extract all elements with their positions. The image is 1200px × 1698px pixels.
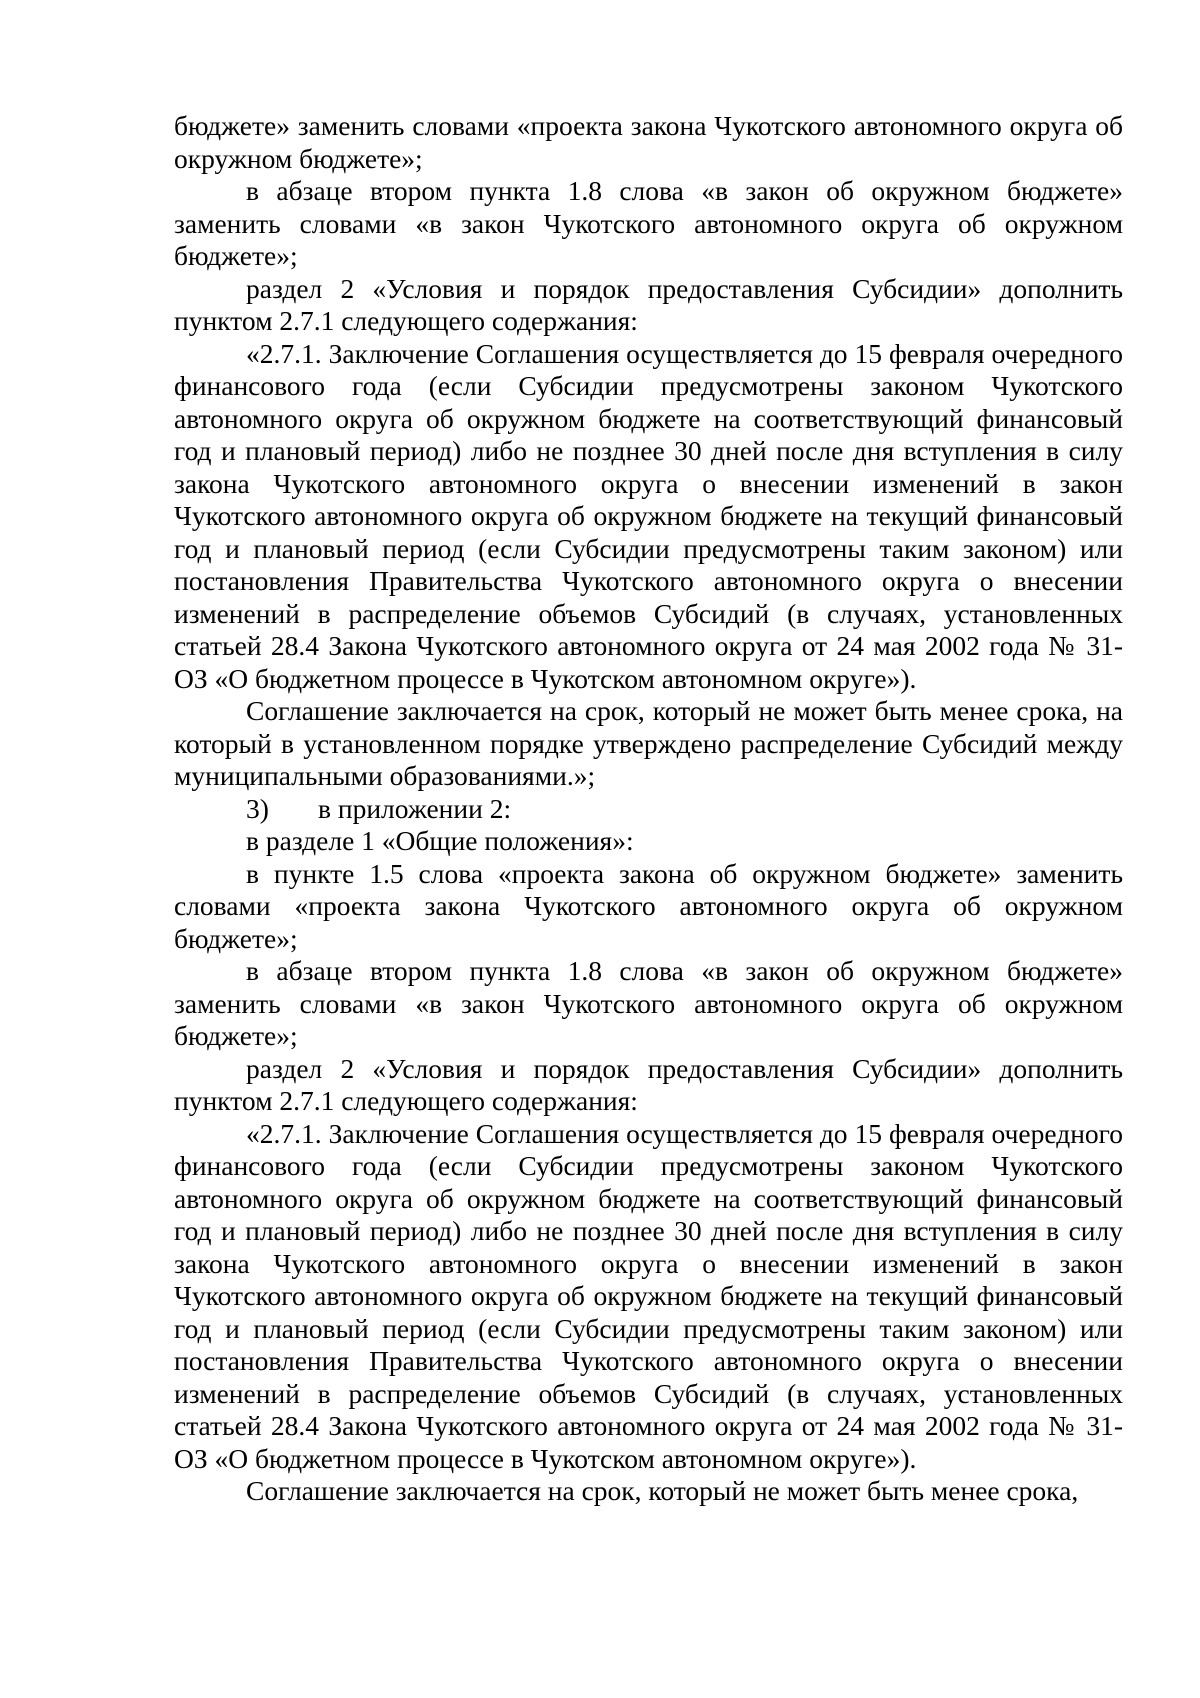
paragraph-section-2: раздел 2 «Условия и порядок предоставления Субсидии» дополнить пунктом 2.7.1 следующего содержания: (174, 272, 1123, 336)
paragraph-item-1-8: в абзаце втором пункта 1.8 слова «в закон об окружном бюджете» заменить словами «в закон Чукотского автономного округа об окружном бюджете»; (174, 175, 1123, 271)
document-page (174, 110, 1123, 1508)
paragraph-item-1-8-second: в абзаце втором пункта 1.8 слова «в закон об окружном бюджете» заменить словами «в закон Чукотского автономного округа об окружном бюджете»; (174, 955, 1123, 1051)
paragraph-agreement-term-second: Соглашение заключается на срок, который не может быть менее срока, (246, 1475, 1079, 1506)
paragraph-section-1: в разделе 1 «Общие положения»: (246, 825, 634, 856)
list-item-text: в приложении 2: (318, 792, 512, 824)
paragraph-continuation: бюджете» заменить словами «проекта закона Чукотского автономного округа об окружном бюджете»; (174, 110, 1123, 174)
list-marker: 3) (246, 792, 269, 824)
paragraph-clause-2-7-1-second: «2.7.1. Заключение Соглашения осуществляется до 15 февраля очередного финансового года (если Субсидии предусмотрены законом Чукотского автономного округа об окружном бюджете на соответствующий финансовый год и плановый период) либо не позднее 30 дней после дня вступления в силу закона Чукотского автономного округа о внесении изменений в закон Чукотского автономного округа об окружном бюджете на текущий финансовый год и плановый период (если Субсидии предусмотрены таким законом) или постановления Правительства Чукотского автономного округа о внесении изменений в распределение объемов Субсидий (в случаях, установленных статьей 28.4 Закона Чукотского автономного округа от 24 мая 2002 года № 31-ОЗ «О бюджетном процессе в Чукотском автономном округе»). (174, 1117, 1123, 1474)
paragraph-section-2-second: раздел 2 «Условия и порядок предоставления Субсидии» дополнить пунктом 2.7.1 следующего содержания: (174, 1052, 1123, 1116)
paragraph-clause-2-7-1: «2.7.1. Заключение Соглашения осуществляется до 15 февраля очередного финансового года (если Субсидии предусмотрены законом Чукотского автономного округа об окружном бюджете на соответствующий финансовый год и плановый период) либо не позднее 30 дней после дня вступления в силу закона Чукотского автономного округа о внесении изменений в закон Чукотского автономного округа об окружном бюджете на текущий финансовый год и плановый период (если Субсидии предусмотрены таким законом) или постановления Правительства Чукотского автономного округа о внесении изменений в распределение объемов Субсидий (в случаях, установленных статьей 28.4 Закона Чукотского автономного округа от 24 мая 2002 года № 31-ОЗ «О бюджетном процессе в Чукотском автономном округе»). (174, 337, 1123, 694)
paragraph-agreement-term: Соглашение заключается на срок, который не может быть менее срока, на который в установленном порядке утверждено распределение Субсидий между муниципальными образованиями.»; (174, 695, 1123, 791)
list-item-3 (174, 793, 1123, 826)
paragraph-item-1-5: в пункте 1.5 слова «проекта закона об окружном бюджете» заменить словами «проекта закона Чукотского автономного округа об окружном бюджете»; (174, 857, 1123, 954)
